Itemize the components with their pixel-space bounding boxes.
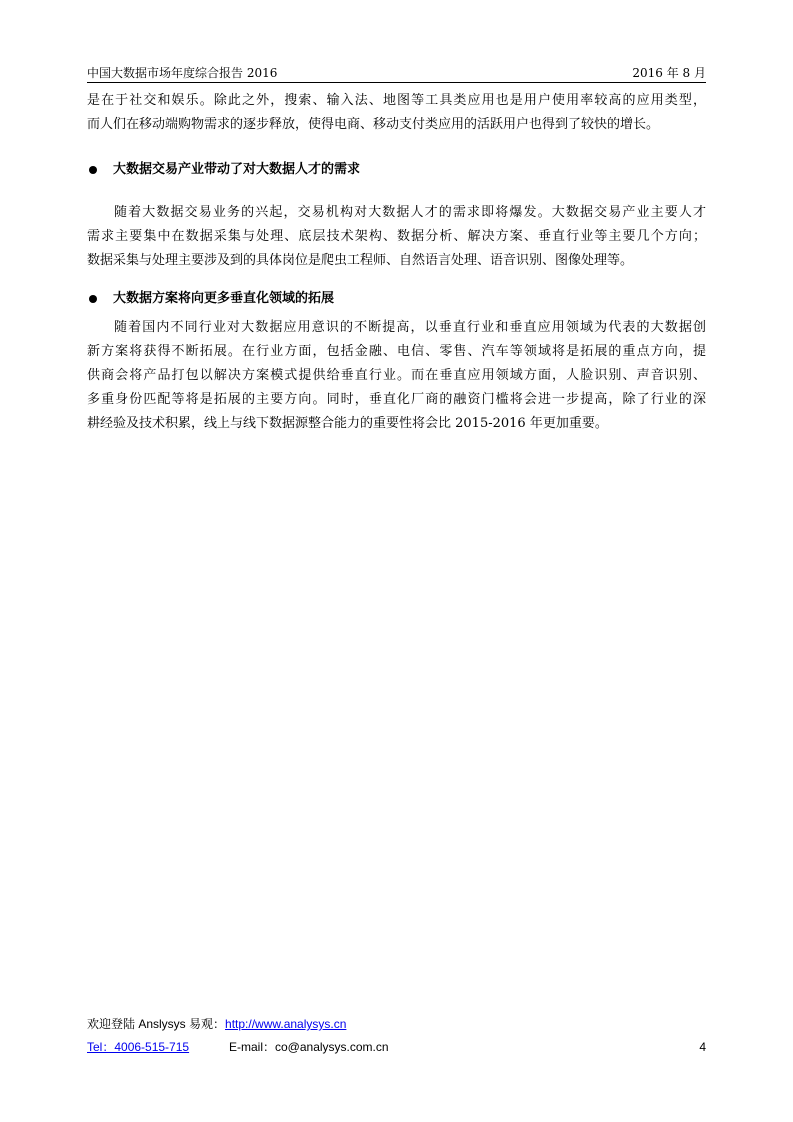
paragraph-line: 需求主要集中在数据采集与处理、底层技术架构、数据分析、解决方案、垂直行业等主要几个方向； [87,229,706,244]
paragraph-line: 随着国内不同行业对大数据应用意识的不断提高，以垂直行业和垂直应用领域为代表的大数据创 [114,320,706,335]
section-heading [87,160,706,180]
paragraph-line: 新方案将获得不断拓展。在行业方面，包括金融、电信、零售、汽车等领域将是拓展的重点方向，提 [87,344,706,359]
report-date: 2016 年 8 月 [632,66,706,80]
paragraph-line: 数据采集与处理主要涉及到的具体岗位是爬虫工程师、自然语言处理、语音识别、图像处理等。 [87,253,634,268]
intro-paragraph [87,89,706,137]
section-paragraph [87,316,706,436]
page-header [87,64,706,82]
paragraph-line: 供商会将产品打包以解决方案模式提供给垂直行业。而在垂直应用领域方面，人脸识别、声音识别、 [87,368,706,383]
page-number: 4 [699,1040,706,1054]
footer-contact [87,1039,706,1055]
footer-welcome [87,1016,706,1032]
paragraph-line: 而人们在移动端购物需求的逐步释放，使得电商、移动支付类应用的活跃用户也得到了较快的增长。 [87,117,660,132]
welcome-text: 欢迎登陆 Anslysys 易观： [87,1017,226,1031]
email-text: E-mail：co@analysys.com.cn [229,1040,389,1054]
report-title: 中国大数据市场年度综合报告 2016 [87,66,278,80]
section-paragraph [87,201,706,273]
section-heading [87,289,706,309]
bullet-icon [89,166,97,174]
paragraph-line: 耕经验及技术积累，线上与线下数据源整合能力的重要性将会比 2015-2016 年更加重要。 [87,416,608,431]
tel-link[interactable]: Tel：4006-515-715 [87,1040,190,1054]
bullet-icon [89,295,97,303]
paragraph-line: 多重身份匹配等将是拓展的主要方向。同时，垂直化厂商的融资门槛将会进一步提高，除了行业的深 [87,392,706,407]
paragraph-line: 随着大数据交易业务的兴起，交易机构对大数据人才的需求即将爆发。大数据交易产业主要人才 [114,205,706,220]
section-title: 大数据交易产业带动了对大数据人才的需求 [113,162,361,177]
section-title: 大数据方案将向更多垂直化领域的拓展 [113,291,335,306]
paragraph-line: 是在于社交和娱乐。除此之外，搜索、输入法、地图等工具类应用也是用户使用率较高的应用类型， [87,93,706,108]
header-divider [87,82,706,83]
site-link[interactable]: http://www.analysys.cn [225,1017,347,1031]
